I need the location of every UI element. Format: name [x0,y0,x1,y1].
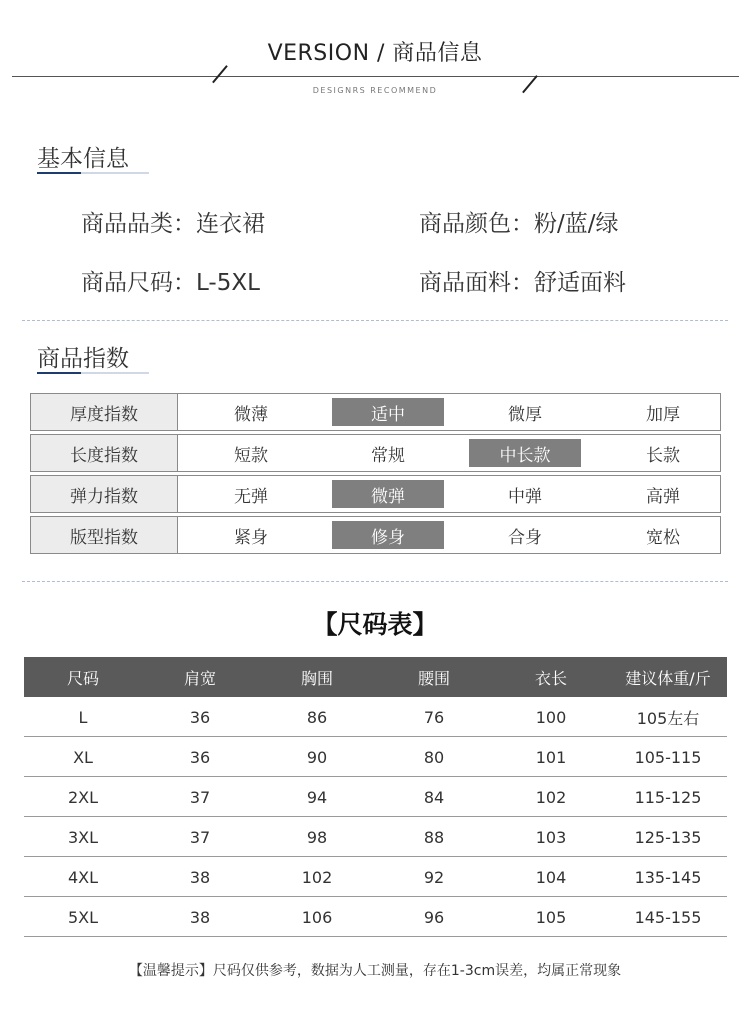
table-cell: 38 [189,907,211,927]
size-chart-title: 【尺码表】 [312,610,438,639]
index-option-selected: 适中 [332,398,444,426]
index-row [30,475,721,513]
table-cell: 94 [306,787,328,807]
index-option: 长款 [646,445,680,466]
table-cell: 86 [306,707,328,727]
table-row [24,817,727,857]
index-option-selected: 修身 [332,521,444,549]
table-cell: 106 [301,907,333,927]
table-cell: 96 [423,907,445,927]
index-option: 合身 [508,527,542,548]
page-header [0,0,750,110]
table-row [24,777,727,817]
size-header-cell: 衣长 [534,668,567,688]
info-fabric: 商品面料：舒适面料 [419,270,626,296]
table-row [24,737,727,777]
header-title: VERSION / 商品信息 [267,41,483,66]
info-category: 商品品类：连衣裙 [81,211,265,237]
header-rule [12,76,739,77]
basic-info-underline [37,172,149,174]
table-cell: 76 [423,707,445,727]
index-option: 无弹 [234,486,268,507]
table-cell: 104 [535,867,567,887]
size-table-header [24,657,727,697]
table-cell: 2XL [67,787,99,807]
table-cell: 125-135 [634,827,702,847]
table-row [24,897,727,937]
table-cell: 37 [189,787,211,807]
table-cell: 36 [189,707,211,727]
size-header-cell: 腰围 [417,668,450,688]
table-cell: 36 [189,747,211,767]
header-subtitle: DESIGNRS RECOMMEND [312,86,438,95]
index-option: 微厚 [508,404,542,425]
size-header-cell: 尺码 [66,668,99,688]
table-cell: L [78,707,88,727]
divider [22,320,728,321]
index-option-selected: 微弹 [332,480,444,508]
table-cell: 101 [535,747,567,767]
table-cell: 5XL [67,907,99,927]
size-header-cell: 建议体重/斤 [625,668,711,688]
tip-note: 【温馨提示】尺码仅供参考，数据为人工测量，存在1-3cm误差，均属正常现象 [128,963,622,979]
divider [22,581,728,582]
index-option: 高弹 [646,486,680,507]
table-cell: 115-125 [634,787,702,807]
table-cell: 105 [535,907,567,927]
table-cell: XL [73,747,93,767]
table-cell: 90 [306,747,328,767]
size-header-cell: 胸围 [300,668,333,688]
table-cell: 98 [306,827,328,847]
table-cell: 102 [301,867,333,887]
index-option: 常规 [371,445,405,466]
table-cell: 4XL [67,867,99,887]
info-size: 商品尺码：L-5XL [81,270,260,296]
index-underline [37,372,149,374]
table-cell: 38 [189,867,211,887]
index-option: 微薄 [234,404,268,425]
info-color: 商品颜色：粉/蓝/绿 [419,211,619,237]
index-option: 短款 [234,445,268,466]
size-header-cell: 肩宽 [183,668,216,688]
table-cell: 88 [423,827,445,847]
table-cell: 103 [535,827,567,847]
table-cell: 145-155 [634,907,702,927]
index-heading: 商品指数 [37,346,129,372]
index-option: 宽松 [646,527,680,548]
index-row-label: 厚度指数 [31,394,178,430]
index-option: 紧身 [234,527,268,548]
table-cell: 92 [423,867,445,887]
table-cell: 100 [535,707,567,727]
index-row [30,393,721,431]
index-row-label: 版型指数 [31,517,178,553]
table-row [24,697,727,737]
table-cell: 102 [535,787,567,807]
table-cell: 37 [189,827,211,847]
table-cell: 84 [423,787,445,807]
index-row-label: 弹力指数 [31,476,178,512]
header-slash-left [212,65,227,83]
index-option: 中弹 [508,486,542,507]
table-cell: 105左右 [636,708,700,728]
table-cell: 3XL [67,827,99,847]
index-row [30,434,721,472]
index-row-label: 长度指数 [31,435,178,471]
table-cell: 135-145 [634,867,702,887]
basic-info-heading: 基本信息 [37,146,129,172]
table-cell: 80 [423,747,445,767]
index-option: 加厚 [646,404,680,425]
table-row [24,857,727,897]
table-cell: 105-115 [634,747,702,767]
index-row [30,516,721,554]
index-option-selected: 中长款 [469,439,581,467]
